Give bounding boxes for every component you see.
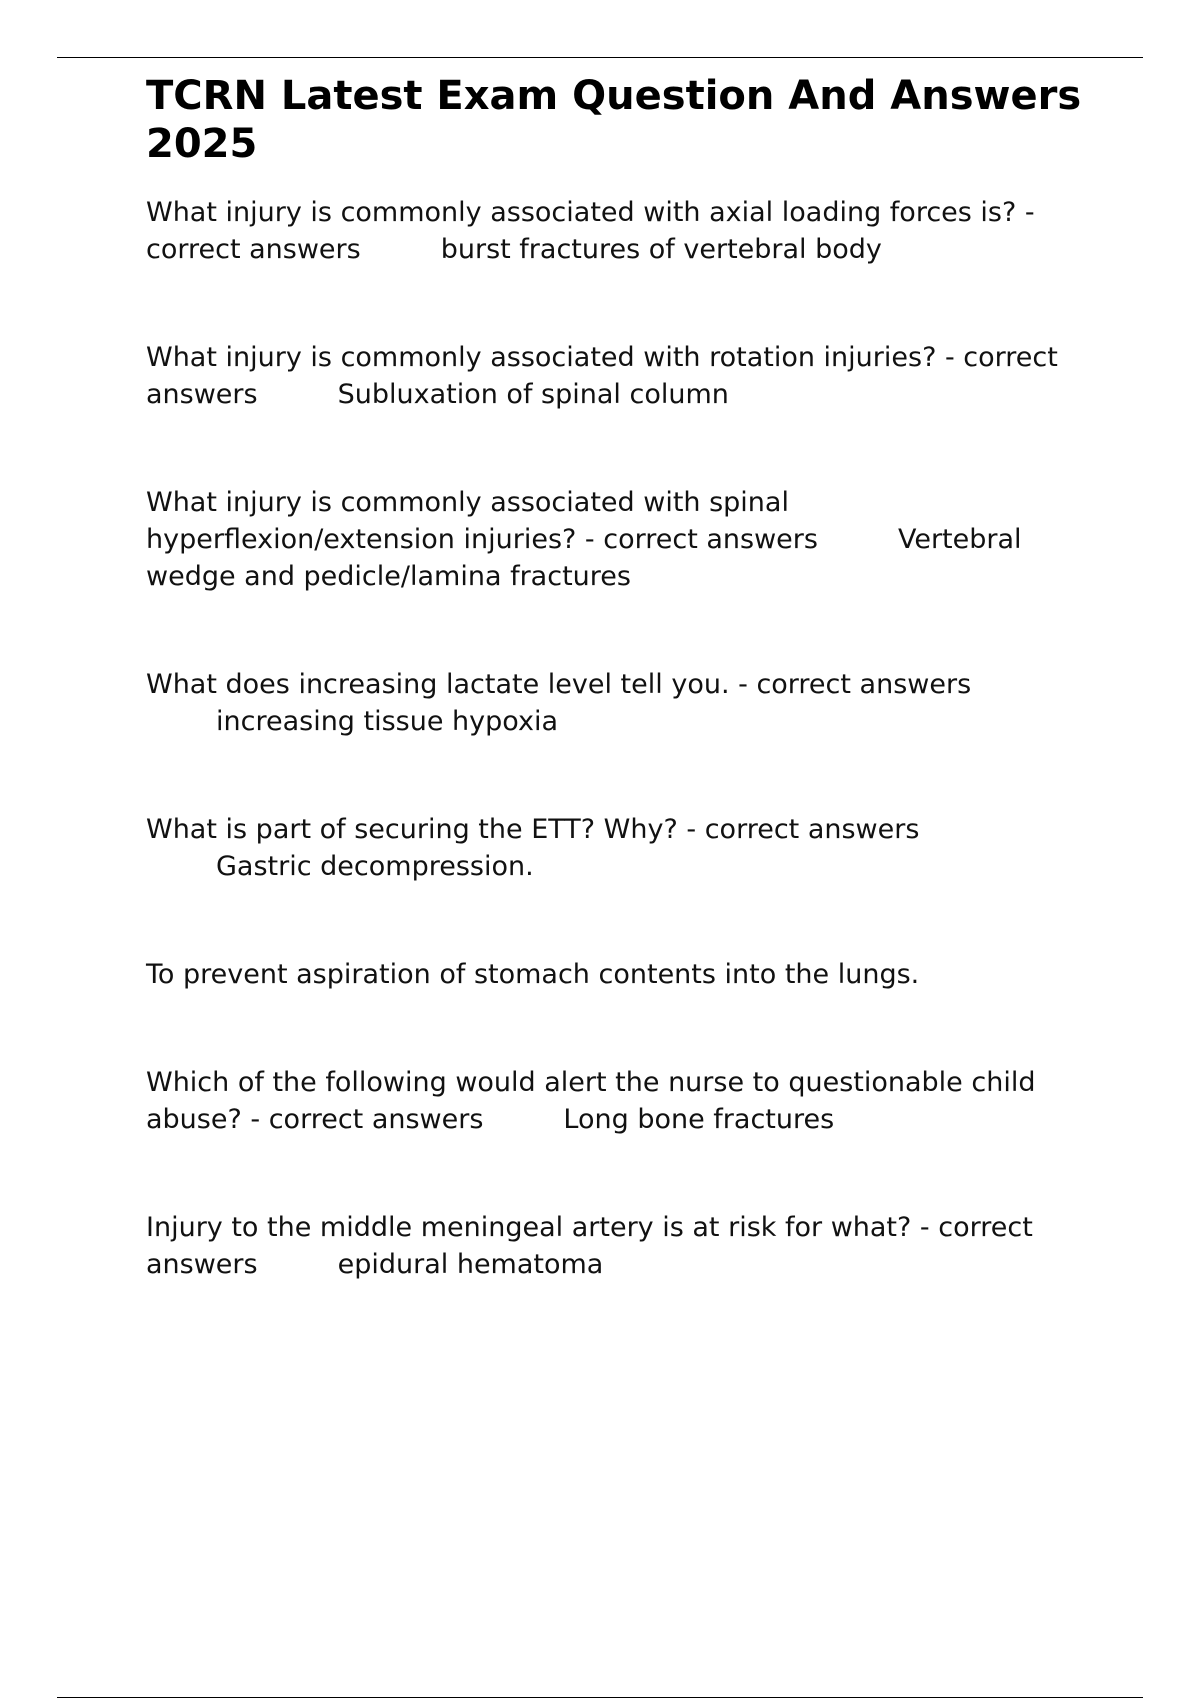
- answer-text: epidural hematoma: [337, 1249, 604, 1280]
- answer-text: To prevent aspiration of stomach contents into the lungs.: [146, 959, 920, 990]
- qa-item-7: [146, 1064, 1096, 1138]
- document-title: TCRN Latest Exam Question And Answers 2025: [146, 73, 1082, 167]
- answer-text: Gastric decompression.: [216, 851, 534, 882]
- question-text: What does increasing lactate level tell you. - correct answers: [146, 669, 972, 700]
- question-text: Injury to the middle meningeal artery is at risk for what? - correct answers: [146, 1212, 1033, 1280]
- qa-item-6: [146, 956, 1096, 993]
- qa-item-3: [146, 484, 1096, 595]
- question-text: What injury is commonly associated with rotation injuries? - correct answers: [146, 342, 1058, 410]
- answer-text: Subluxation of spinal column: [337, 379, 729, 410]
- question-text: What injury is commonly associated with spinal hyperflexion/extension injuries? - correct answers: [146, 487, 818, 555]
- question-text: What is part of securing the ETT? Why? - correct answers: [146, 814, 920, 845]
- qa-item-5: [146, 811, 1096, 885]
- bottom-rule: [57, 1697, 1143, 1698]
- answer-text: Vertebral wedge and pedicle/lamina fractures: [146, 524, 1022, 592]
- qa-item-2: [146, 339, 1096, 413]
- qa-item-8: [146, 1209, 1096, 1283]
- answer-text: increasing tissue hypoxia: [216, 706, 558, 737]
- answer-text: burst fractures of vertebral body: [440, 234, 882, 265]
- qa-item-1: [146, 194, 1096, 268]
- document-body: [146, 72, 1096, 1283]
- question-text: What injury is commonly associated with axial loading forces is? - correct answers: [146, 197, 1035, 265]
- answer-text: Long bone fractures: [563, 1104, 835, 1135]
- question-text: Which of the following would alert the nurse to questionable child abuse? - correct answers: [146, 1067, 1036, 1135]
- qa-item-4: [146, 666, 1096, 740]
- top-rule: [57, 57, 1143, 58]
